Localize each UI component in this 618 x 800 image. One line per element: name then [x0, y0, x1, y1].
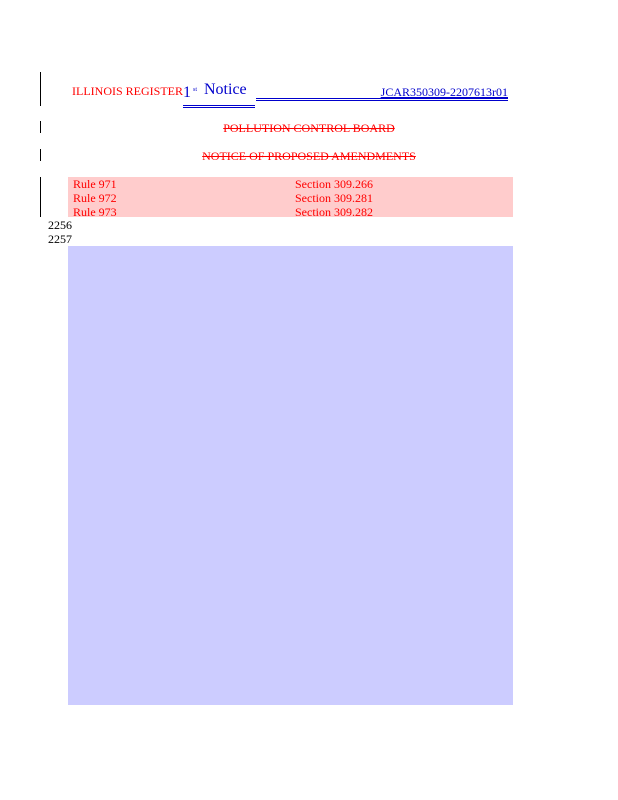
- notice-word: Notice: [204, 81, 247, 98]
- change-bar: [40, 177, 41, 217]
- rule-row: [68, 177, 513, 191]
- line-number: 2257: [48, 232, 72, 246]
- line-number: 2256: [48, 218, 72, 232]
- change-bar: [40, 121, 41, 133]
- change-bar: [40, 72, 41, 106]
- agency-name: POLLUTION CONTROL BOARD: [223, 121, 395, 135]
- inserted-underline: [256, 98, 508, 101]
- register-title: ILLINOIS REGISTER: [72, 84, 183, 98]
- notice-number: 1 $^{st}$: [183, 84, 198, 101]
- section-label: Section 309.266: [295, 177, 373, 191]
- section-label: Section 309.281: [295, 191, 373, 205]
- change-bar: [40, 149, 41, 161]
- inserted-content-block: [68, 246, 513, 705]
- rule-row: [68, 191, 513, 205]
- notice-superscript: st: [193, 87, 198, 93]
- rule-label: Rule 973: [73, 205, 117, 219]
- rule-label: Rule 972: [73, 191, 117, 205]
- inserted-underline: [183, 105, 255, 108]
- rule-row: [68, 205, 513, 219]
- deleted-rules-block: [68, 177, 513, 217]
- rule-label: Rule 971: [73, 177, 117, 191]
- section-label: Section 309.282: [295, 205, 373, 219]
- notice-heading: NOTICE OF PROPOSED AMENDMENTS: [202, 149, 416, 163]
- jcar-code: JCAR350309-2207613r01: [380, 85, 508, 99]
- register-header: [72, 81, 508, 106]
